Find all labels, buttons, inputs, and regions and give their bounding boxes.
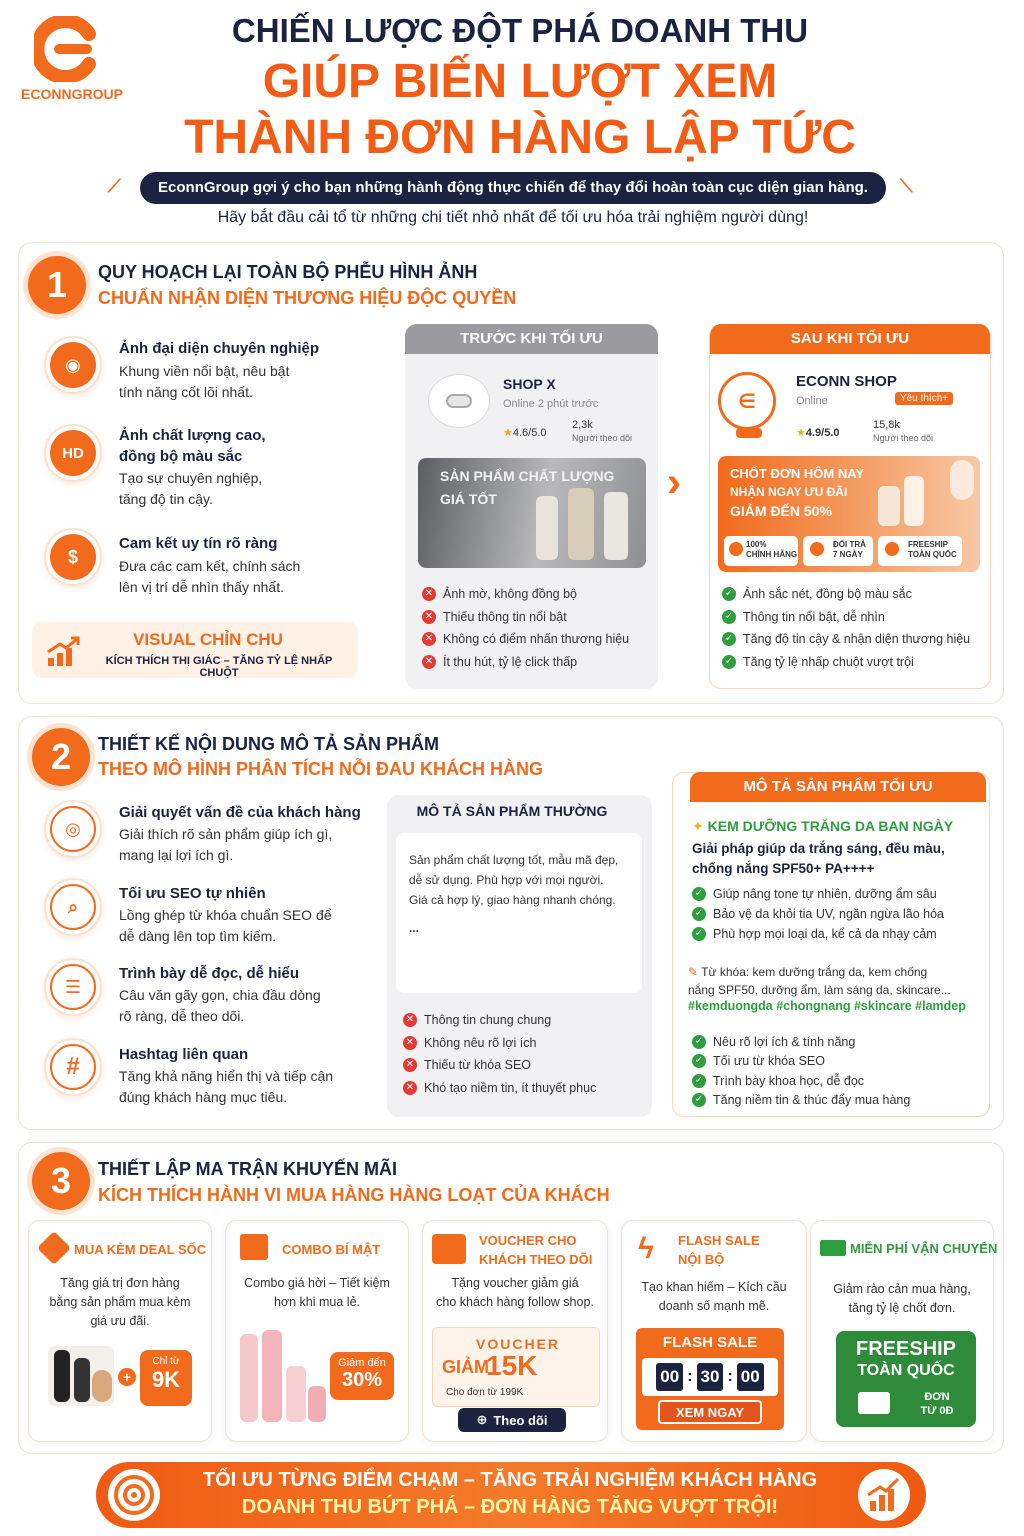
- section-2-subtitle: THEO MÔ HÌNH PHÂN TÍCH NỖI ĐAU KHÁCH HÀNG: [98, 759, 543, 779]
- before-header: TRƯỚC KHI TỐI ƯU: [405, 324, 658, 354]
- voucher-label: VOUCHER: [476, 1336, 561, 1352]
- feature-desc: Đưa các cam kết, chính sách: [119, 558, 301, 574]
- voucher-amount: 15K: [486, 1350, 538, 1381]
- brand-name: ECONNGROUP: [21, 86, 123, 102]
- promo-desc: Tăng giá trị đơn hàng bằng sản phẩm mua kèm giá ưu đãi.: [49, 1276, 191, 1328]
- truck-icon: [885, 542, 899, 556]
- brand-logo-icon: [34, 16, 100, 82]
- shop-name: ECONN SHOP: [796, 373, 897, 390]
- pin-icon: ✎: [688, 965, 702, 979]
- follow-button[interactable]: ⊕ Theo dõi: [458, 1408, 566, 1432]
- visual-desc: KÍCH THÍCH THỊ GIÁC – TĂNG TỶ LỆ NHẤP CHUỘT: [105, 655, 333, 679]
- check-icon: ✓: [692, 927, 706, 941]
- check-icon: ✓: [692, 1035, 706, 1049]
- x-icon: ✕: [422, 632, 436, 646]
- feature-desc: tăng độ tin cậy.: [119, 491, 213, 507]
- freeship-label: FREESHIP: [855, 1338, 957, 1360]
- keywords: ✎ Từ khóa: kem dưỡng trắng da, kem chống nắng SPF50, dưỡng ẩm, làm sáng da, skincare...: [688, 965, 951, 997]
- x-icon: ✕: [422, 655, 436, 669]
- authentic-icon: [729, 542, 743, 556]
- return-icon: [810, 542, 824, 556]
- feature-desc: dễ dàng lên top tìm kiếm.: [119, 928, 277, 944]
- feature-desc: Giải thích rõ sản phẩm giúp ích gì,: [119, 826, 333, 842]
- check-icon: ✓: [722, 610, 736, 624]
- product-points: ✓ Giúp nâng tone tự nhiên, dưỡng ẩm sâu ✓ Bảo vệ da khỏi tia UV, ngăn ngừa lão hóa ✓ Phù hợp mọi loại da, kể cả da nhạy cảm: [692, 884, 986, 944]
- footer-line-2: DOANH THU BỨT PHÁ – ĐƠN HÀNG TĂNG VƯỢT TRỘI!: [241, 1496, 779, 1518]
- truck-icon: [858, 1392, 890, 1414]
- header-pill: EconnGroup gợi ý cho bạn những hành động thực chiến để thay đổi hoàn toàn cục diện gian hàng.: [140, 172, 886, 204]
- before-banner-line2: GIÁ TỐT: [440, 491, 497, 507]
- rating: 4.9/5.0: [805, 427, 840, 439]
- price-tag: Chỉ từ 9K: [140, 1350, 192, 1406]
- growth-chart-icon: [856, 1467, 912, 1523]
- after-banner-line2: NHẬN NGAY ƯU ĐÃI: [730, 485, 848, 499]
- shop-status: Online 2 phút trước: [503, 398, 599, 410]
- x-icon: ✕: [403, 1013, 417, 1027]
- freeship-condition: ĐƠN TỪ 0Đ: [920, 1391, 954, 1417]
- shop-tag: [736, 428, 762, 438]
- feature-title: đồng bộ màu sắc: [119, 448, 243, 465]
- optimal-benefits: ✓ Nêu rõ lợi ích & tính năng ✓ Tối ưu từ khóa SEO ✓ Trình bày khoa học, dễ đọc ✓ Tăng niềm tin & thúc đẩy mua hàng: [692, 1032, 986, 1110]
- feature-title: Ảnh chất lượng cao,: [119, 427, 266, 444]
- voucher-discount: GIẢM: [442, 1357, 489, 1377]
- followers: 15,8k: [873, 419, 900, 431]
- star-icon: ★: [796, 427, 806, 439]
- product-image: [48, 1346, 114, 1406]
- x-icon: ✕: [403, 1058, 417, 1072]
- growth-chart-icon: [46, 636, 80, 668]
- econn-shop-avatar: ∈: [718, 372, 776, 430]
- feature-desc: Tăng khả năng hiển thị và tiếp cận: [119, 1068, 334, 1084]
- header-subtitle: Hãy bắt đầu cải tổ từ những chi tiết nhỏ nhất để tối ưu hóa trải nghiệm người dùng!: [217, 209, 809, 226]
- feature-desc: tính năng cốt lõi nhất.: [119, 384, 253, 400]
- check-icon: ✓: [692, 887, 706, 901]
- x-icon: ✕: [422, 587, 436, 601]
- check-icon: ✓: [692, 1093, 706, 1107]
- feature-title: Giải quyết vấn đề của khách hàng: [119, 804, 361, 821]
- product-name: KEM DƯỠNG TRẮNG DA BAN NGÀY: [707, 818, 954, 834]
- followers: 2,3k: [572, 419, 593, 431]
- x-icon: ✕: [422, 610, 436, 624]
- normal-desc-header: MÔ TẢ SẢN PHẨM THƯỜNG: [416, 803, 608, 819]
- shop-status: Online: [796, 395, 828, 407]
- badge-return: ĐỔI TRẢ 7 NGÀY: [803, 536, 873, 566]
- feature-title: Ảnh đại diện chuyên nghiệp: [119, 340, 320, 357]
- promo-title: MIỄN PHÍ VẬN CHUYỂN: [850, 1241, 998, 1256]
- promo-desc: Tạo khan hiếm – Kích cầu doanh số mạnh mẽ.: [641, 1280, 787, 1313]
- header-title-1: CHIẾN LƯỢC ĐỘT PHÁ DOANH THU: [231, 12, 809, 49]
- list-icon: ☰: [44, 958, 102, 1016]
- feature-desc: rõ ràng, dễ theo dõi.: [119, 1008, 245, 1024]
- freeship-sublabel: TOÀN QUỐC: [857, 1362, 955, 1379]
- header-title-2: GIÚP BIẾN LƯỢT XEM: [262, 55, 778, 108]
- ticket-icon: [432, 1234, 466, 1264]
- badge-freeship: FREESHIP TOÀN QUỐC: [878, 536, 962, 566]
- feature-desc: Lồng ghép từ khóa chuẩn SEO để: [119, 907, 332, 923]
- hashtag-icon: #: [44, 1038, 102, 1096]
- section-1-title: QUY HOẠCH LẠI TOÀN BỘ PHỄU HÌNH ẢNH: [98, 262, 478, 282]
- promo-title: MUA KÈM DEAL SỐC: [74, 1242, 207, 1257]
- flash-sale-label: FLASH SALE: [662, 1334, 758, 1351]
- normal-desc-text: Sản phẩm chất lượng tốt, mẫu mã đẹp, dễ sử dụng. Phù hợp với mọi người. Giá cả hợp lý, giao hàng nhanh chóng. ...: [409, 853, 619, 935]
- followers-label: Người theo dõi: [873, 433, 933, 443]
- shield-icon: $: [44, 528, 102, 586]
- before-banner-line1: SẢN PHẨM CHẤT LƯỢNG: [440, 468, 615, 484]
- check-icon: ✓: [692, 1074, 706, 1088]
- plus-icon: ⊕: [476, 1412, 488, 1427]
- x-icon: ✕: [403, 1081, 417, 1095]
- section-3-number: 3: [32, 1152, 90, 1210]
- section-3-subtitle: KÍCH THÍCH HÀNH VI MUA HÀNG HÀNG LOẠT CỦA KHÁCH: [98, 1185, 610, 1205]
- optimal-desc-header: MÔ TẢ SẢN PHẨM TỐI ƯU: [690, 772, 986, 802]
- check-icon: ✓: [722, 632, 736, 646]
- normal-issues: ✕ Thông tin chung chung ✕ Không nêu rõ lợi ích ✕ Thiếu từ khóa SEO ✕ Khó tạo niềm tin, ít thuyết phục: [403, 1009, 649, 1099]
- promo-title: COMBO BÍ MẬT: [282, 1242, 381, 1257]
- check-icon: ✓: [722, 655, 736, 669]
- section-1-subtitle: CHUẨN NHẬN DIỆN THƯƠNG HIỆU ĐỘC QUYỀN: [98, 288, 517, 308]
- gift-icon: [240, 1234, 268, 1260]
- after-banner-line1: CHỐT ĐƠN HÔM NAY: [730, 466, 865, 481]
- feature-desc: Tạo sự chuyên nghiệp,: [119, 470, 263, 486]
- feature-title: Tối ưu SEO tự nhiên: [119, 885, 266, 902]
- discount-tag: Giảm đến 30%: [330, 1352, 394, 1400]
- promo-title: FLASH SALE NỘI BỘ: [678, 1233, 760, 1267]
- target-icon: ◎: [44, 800, 102, 858]
- truck-icon: [820, 1240, 846, 1256]
- visual-title: VISUAL CHỈN CHU: [133, 630, 283, 649]
- combo-image: [236, 1326, 328, 1424]
- shop-name: SHOP X: [503, 376, 556, 392]
- favorite-badge: Yêu thích+: [895, 392, 953, 405]
- feature-title: Hashtag liên quan: [119, 1046, 249, 1063]
- x-icon: ✕: [403, 1036, 417, 1050]
- promo-title: VOUCHER CHO KHÁCH THEO DÕI: [479, 1233, 593, 1267]
- after-banner-line3: GIẢM ĐẾN 50%: [730, 503, 832, 519]
- feature-title: Cam kết uy tín rõ ràng: [119, 535, 278, 552]
- before-issues: ✕ Ảnh mờ, không đồng bộ ✕ Thiếu thông tin nổi bật ✕ Không có điểm nhấn thương hiệu ✕ Ít thu hút, tỷ lệ click thấp: [422, 583, 654, 673]
- check-icon: ✓: [692, 1054, 706, 1068]
- section-3-title: THIẾT LẬP MA TRẬN KHUYẾN MÃI: [98, 1159, 397, 1179]
- search-icon: ⌕: [44, 878, 102, 936]
- section-2-number: 2: [32, 728, 90, 786]
- lightning-icon: ϟ: [638, 1232, 654, 1265]
- camera-icon: ◉: [44, 336, 102, 394]
- promo-desc: Tặng voucher giảm giá cho khách hàng follow shop.: [436, 1276, 594, 1309]
- feature-desc: lên vị trí dễ nhìn thấy nhất.: [119, 579, 284, 595]
- plus-icon: +: [118, 1368, 136, 1386]
- section-2-title: THIẾT KẾ NỘI DUNG MÔ TẢ SẢN PHẨM: [98, 734, 439, 754]
- section-1-number: 1: [28, 256, 86, 314]
- rating: 4.6/5.0: [512, 427, 547, 439]
- sparkle-icon: ✦: [692, 818, 708, 834]
- followers-label: Người theo dõi: [572, 433, 632, 443]
- view-now-button[interactable]: XEM NGAY: [658, 1400, 762, 1424]
- hd-icon: HD: [44, 424, 102, 482]
- header-title-3: THÀNH ĐƠN HÀNG LẬP TỨC: [184, 111, 856, 164]
- spark-right-icon: ⟍: [900, 176, 913, 196]
- shop-x-avatar: [428, 374, 490, 428]
- product-headline: Giải pháp giúp da trắng sáng, đều màu, chống nắng SPF50+ PA++++: [692, 841, 945, 876]
- promo-desc: Giảm rào cản mua hàng, tăng tỷ lệ chốt đơn.: [833, 1282, 971, 1315]
- feature-title: Trình bày dễ đọc, dễ hiểu: [119, 965, 300, 982]
- promo-desc: Combo giá hời – Tiết kiệm hơn khi mua lẻ.: [244, 1276, 390, 1309]
- countdown: 00 : 30 : 00: [642, 1358, 778, 1396]
- after-benefits: ✓ Ảnh sắc nét, đồng bộ màu sắc ✓ Thông tin nổi bật, dễ nhìn ✓ Tăng độ tin cậy & nhận diện thương hiệu ✓ Tăng tỷ lệ nhấp chuột vượt trội: [722, 583, 988, 673]
- feature-desc: đúng khách hàng mục tiêu.: [119, 1089, 288, 1105]
- footer-line-1: TỐI ƯU TỪNG ĐIỂM CHẠM – TĂNG TRẢI NGHIỆM KHÁCH HÀNG: [202, 1469, 818, 1491]
- check-icon: ✓: [722, 587, 736, 601]
- star-icon: ★: [503, 427, 513, 439]
- badge-authentic: 100% CHÍNH HÃNG: [724, 536, 798, 566]
- spark-left-icon: ⟋: [108, 176, 121, 196]
- check-icon: ✓: [692, 907, 706, 921]
- feature-desc: Câu văn gãy gọn, chia đầu dòng: [119, 987, 321, 1003]
- after-header: SAU KHI TỐI ƯU: [710, 324, 990, 354]
- voucher-condition: Cho đơn từ 199K: [446, 1387, 524, 1398]
- feature-desc: Khung viền nổi bật, nêu bật: [119, 363, 290, 379]
- hashtags: #kemduongda #chongnang #skincare #lamdep: [688, 999, 966, 1013]
- feature-desc: mang lại lợi ích gì.: [119, 847, 234, 863]
